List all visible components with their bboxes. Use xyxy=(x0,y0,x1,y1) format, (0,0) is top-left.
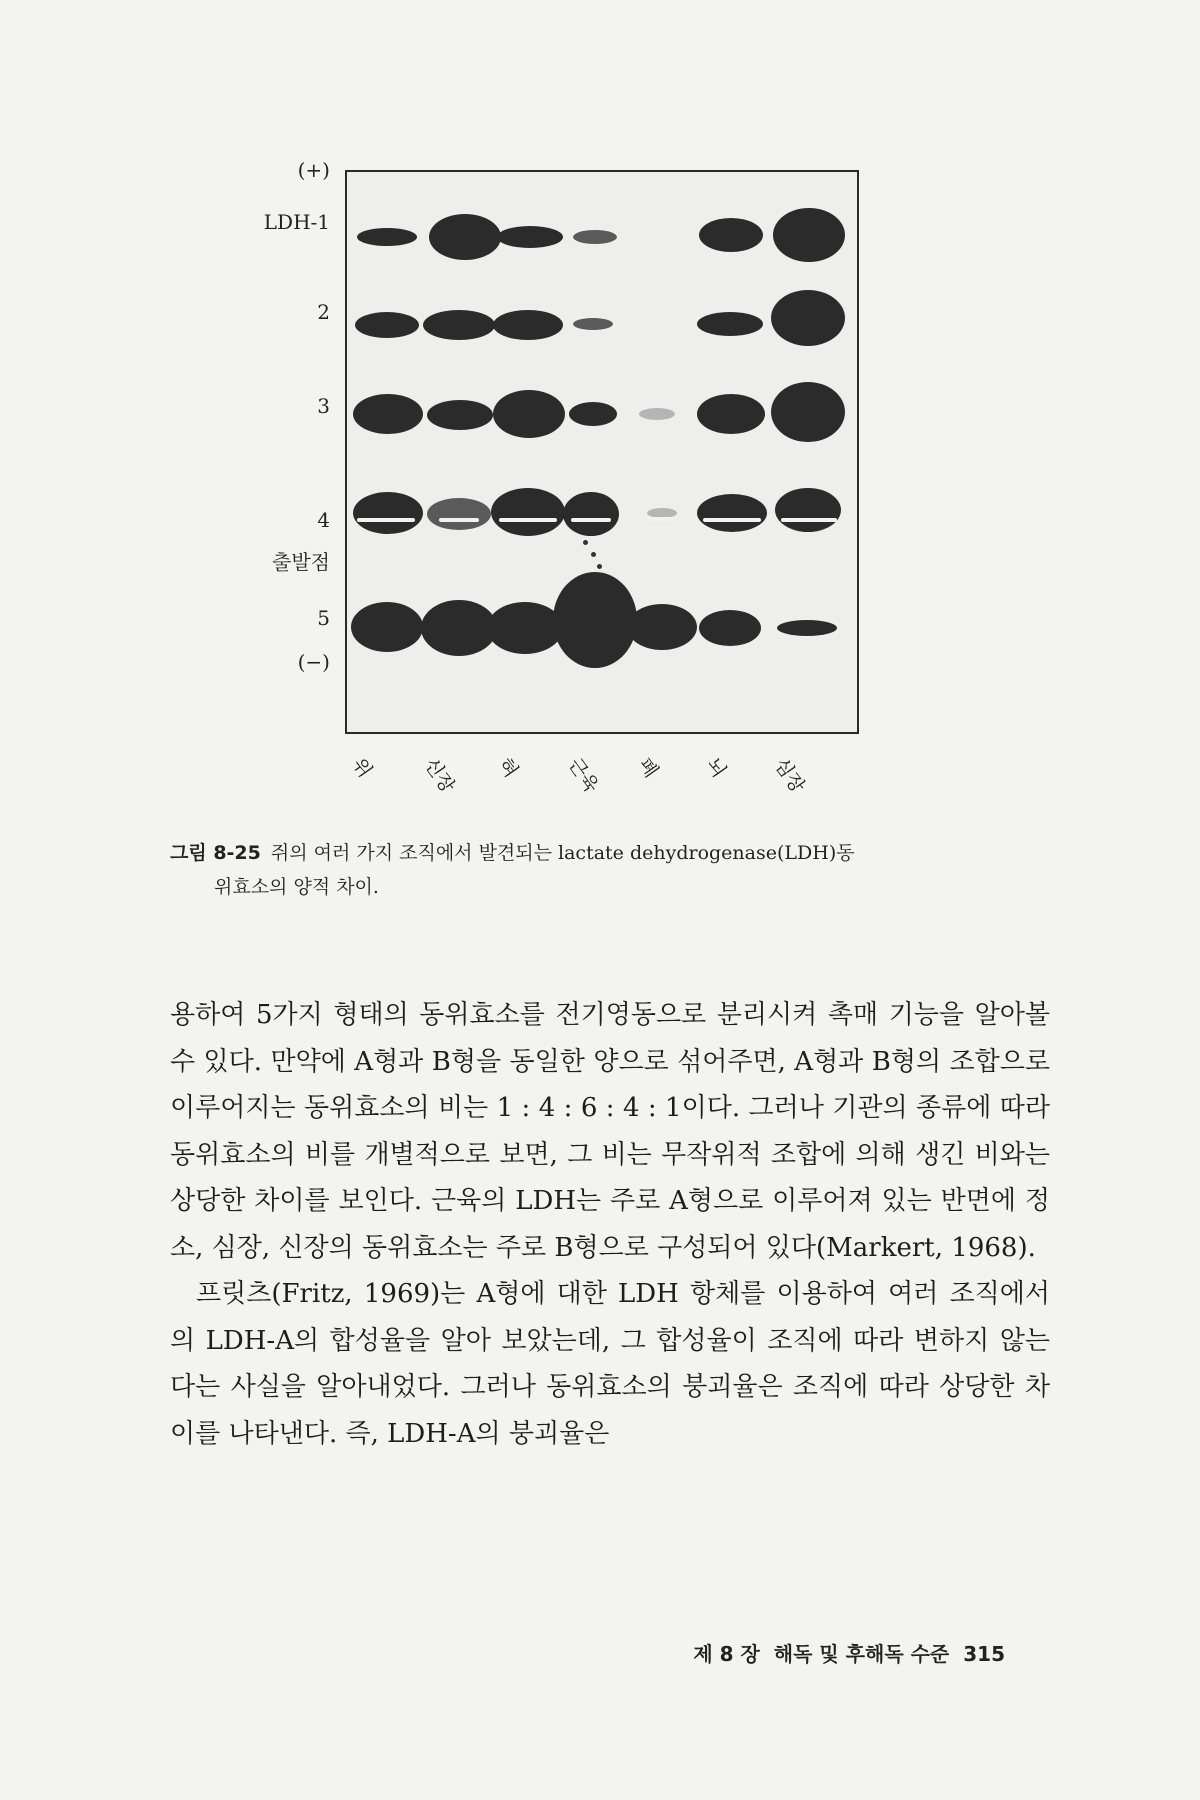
band-lane6-ldh4 xyxy=(697,494,767,532)
band-lane3-ldh4 xyxy=(491,488,565,536)
band-lane3-ldh5 xyxy=(487,602,563,654)
caption-text-continued: 위효소의 양적 차이. xyxy=(214,876,379,898)
row-label-2: 2 xyxy=(317,300,330,324)
speck xyxy=(591,552,596,557)
band-lane7-ldh5 xyxy=(777,620,837,636)
figure-caption xyxy=(170,836,1050,904)
lane-label-tongue: 혀 xyxy=(493,754,523,782)
origin-label: 출발점 xyxy=(272,550,330,574)
band-lane1-ldh1 xyxy=(357,228,417,246)
lane-label-muscle: 근육 xyxy=(563,754,603,797)
row-label-ldh1: LDH-1 xyxy=(263,210,330,234)
chapter-number: 제 8 장 xyxy=(693,1642,760,1666)
origin-slot xyxy=(439,518,479,522)
origin-slot xyxy=(647,517,673,521)
negative-pole-label: (−) xyxy=(297,650,330,674)
row-label-5: 5 xyxy=(317,606,330,630)
origin-slot xyxy=(357,518,415,522)
band-lane7-ldh4 xyxy=(775,488,841,532)
positive-pole-label: (+) xyxy=(297,158,330,182)
band-lane2-ldh2 xyxy=(423,310,495,340)
lane-label-stomach: 위 xyxy=(347,754,377,782)
band-lane5-ldh3 xyxy=(639,408,675,420)
origin-slot xyxy=(781,518,837,522)
gel-image xyxy=(345,170,859,734)
band-lane6-ldh3 xyxy=(697,394,765,434)
band-lane1-ldh2 xyxy=(355,312,419,338)
band-lane4-ldh1 xyxy=(573,230,617,244)
band-lane5-ldh5 xyxy=(627,604,697,650)
body-text xyxy=(170,992,1050,1457)
band-lane7-ldh3 xyxy=(771,382,845,442)
band-lane1-ldh5 xyxy=(351,602,423,652)
paragraph: 용하여 5가지 형태의 동위효소를 전기영동으로 분리시켜 촉매 기능을 알아볼 수 있다. 만약에 A형과 B형을 동일한 양으로 섞어주면, A형과 B형의 조합으로 이루어지는 동위효소의 비는 1 : 4 : 6 : 4 : 1이다. 그러나 기관의 종류에 따라 동위효소의 비를 개별적으로 보면, 그 비는 무작위적 조합에 의해 생긴 비와는 상당한 차이를 보인다. 근육의 LDH는 주로 A형으로 이루어져 있는 반면에 정소, 심장, 신장의 동위효소는 주로 B형으로 구성되어 있다(Markert, 1968). xyxy=(170,1000,1050,1263)
origin-slot xyxy=(571,518,611,522)
speck xyxy=(597,564,602,569)
band-lane1-ldh3 xyxy=(353,394,423,434)
lane-label-brain: 뇌 xyxy=(701,754,731,782)
origin-slot xyxy=(703,518,761,522)
page-number: 315 xyxy=(963,1642,1005,1666)
band-lane2-ldh5 xyxy=(421,600,497,656)
speck xyxy=(583,540,588,545)
band-lane6-ldh2 xyxy=(697,312,763,336)
band-lane3-ldh2 xyxy=(493,310,563,340)
band-lane6-ldh1 xyxy=(699,218,763,252)
figure-number: 그림 8-25 xyxy=(170,842,261,864)
chapter-title: 해독 및 후해독 수준 xyxy=(773,1642,950,1666)
caption-text: 쥐의 여러 가지 조직에서 발견되는 lactate dehydrogenase(LDH)동 xyxy=(270,842,855,864)
band-lane4-ldh4 xyxy=(563,492,619,536)
lane-label-lung: 폐 xyxy=(633,754,663,782)
band-lane3-ldh3 xyxy=(493,390,565,438)
band-lane2-ldh3 xyxy=(427,400,493,430)
lane-label-heart: 심장 xyxy=(769,754,809,797)
lane-label-kidney: 신장 xyxy=(419,754,459,797)
paragraph: 프릿츠(Fritz, 1969)는 A형에 대한 LDH 항체를 이용하여 여러 조직에서의 LDH-A의 합성율을 알아 보았는데, 그 합성율이 조직에 따라 변하지 않는다는 사실을 알아내었다. 그러나 동위효소의 붕괴율은 조직에 따라 상당한 차이를 나타낸다. 즉, LDH-A의 붕괴율은 xyxy=(170,1279,1050,1449)
band-lane4-ldh3 xyxy=(569,402,617,426)
page-footer xyxy=(679,1638,1005,1667)
band-lane6-ldh5 xyxy=(699,610,761,646)
band-lane1-ldh4 xyxy=(353,492,423,534)
band-lane4-ldh2 xyxy=(573,318,613,330)
band-lane3-ldh1 xyxy=(497,226,563,248)
electrophoresis-figure xyxy=(240,160,940,800)
band-lane2-ldh4 xyxy=(427,498,491,530)
row-label-4: 4 xyxy=(317,508,330,532)
band-lane4-ldh5 xyxy=(553,572,637,668)
origin-slot xyxy=(499,518,557,522)
band-lane7-ldh1 xyxy=(773,208,845,262)
row-label-3: 3 xyxy=(317,394,330,418)
band-lane7-ldh2 xyxy=(771,290,845,346)
band-lane2-ldh1 xyxy=(429,214,501,260)
